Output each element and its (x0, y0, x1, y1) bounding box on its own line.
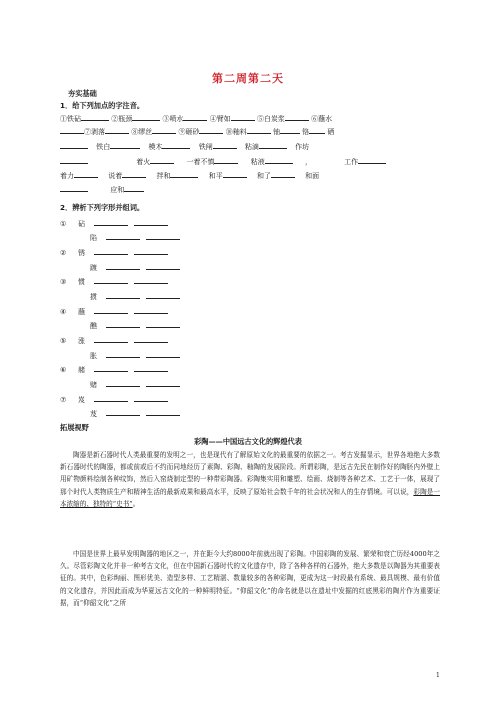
item: ③喷水 (162, 115, 184, 123)
item: ①铁砧 (60, 115, 81, 123)
answer-blank[interactable] (134, 247, 168, 255)
answer-blank[interactable] (60, 156, 88, 164)
answer-blank[interactable] (60, 184, 88, 192)
item: 铬 (302, 128, 310, 136)
answer-blank[interactable] (170, 170, 198, 178)
pair-row: 掼 (60, 291, 180, 301)
answer-blank[interactable] (105, 126, 129, 134)
section-heading-basics: 夯实基础 (68, 89, 97, 98)
pair-row: 陷 (60, 232, 180, 242)
answer-blank[interactable] (150, 156, 174, 164)
answer-blank[interactable] (358, 156, 386, 164)
answer-blank[interactable] (94, 247, 128, 255)
answer-blank[interactable] (94, 394, 128, 402)
pinyin-line-6 (60, 184, 440, 195)
answer-blank[interactable] (106, 291, 140, 299)
answer-blank[interactable] (106, 232, 140, 240)
item: 拌和 (156, 172, 171, 180)
item: ⑩釉料 (225, 128, 247, 136)
answer-blank[interactable] (94, 218, 128, 226)
item: 着火 (136, 158, 151, 166)
answer-blank[interactable] (265, 156, 293, 164)
article-paragraph-2: 中国是世界上最早发明陶器的地区之一，并在距今大约8000年前就出现了彩陶。中国彩陶的发展、繁荣和衰亡历经4000年之久。尽管彩陶文化并非一种考古文化，但在中国新石器时代的文化遗存中，除了各种各样的石器外，绝大多数是以陶器为其重要表征的。其中，色彩绚丽、图形优美、造型多样、工艺精湛、数量较多的各种彩陶，更成为这一时段最有系统、最具规模、最有价值的文化遗存，并因此而成为华夏远古文化的一种鲜明特征。“仰韶文化”的命名就是以在遗址中发掘的红底黑彩的陶片作为重要证据，而“仰韶文化”之所 (60, 550, 440, 607)
answer-blank[interactable] (247, 126, 271, 134)
item: 粘液 (250, 158, 265, 166)
answer-blank[interactable] (183, 113, 207, 121)
item: ⑨砸砂 (178, 128, 200, 136)
item: 模木 (148, 143, 163, 151)
answer-blank[interactable] (132, 113, 160, 121)
answer-blank[interactable] (74, 170, 98, 178)
item: 应和 (110, 186, 125, 194)
answer-blank[interactable] (94, 335, 128, 343)
answer-blank[interactable] (94, 364, 128, 372)
answer-blank[interactable] (259, 141, 287, 149)
section-heading-extension: 拓展视野 (60, 423, 89, 432)
pair-row: ⑤ 涨 (60, 335, 168, 345)
item: 和平 (208, 172, 223, 180)
pair-row: ④ 蘸 (60, 306, 168, 316)
answer-blank[interactable] (106, 350, 140, 358)
item: 工作 (344, 158, 359, 166)
answer-blank[interactable] (152, 126, 176, 134)
answer-blank[interactable] (81, 113, 109, 121)
pair-row: ⑥ 赭 (60, 364, 168, 374)
pinyin-line-4 (60, 156, 440, 167)
answer-blank[interactable] (124, 184, 144, 192)
item: ⑧缪丝 (131, 128, 153, 136)
pair-row: 踱 (60, 262, 180, 272)
item: 硒 (327, 128, 335, 136)
item: 着力 (60, 172, 74, 180)
answer-blank[interactable] (94, 276, 128, 284)
item: 一着不慎 (186, 158, 215, 166)
answer-blank[interactable] (309, 126, 325, 134)
item: 铁白 (96, 143, 111, 151)
answer-blank[interactable] (134, 335, 168, 343)
page-number: 1 (436, 672, 440, 679)
pair-row: 芨 (60, 408, 180, 418)
answer-blank[interactable] (146, 320, 180, 328)
item: 粘滴 (244, 143, 259, 151)
pinyin-line-5 (60, 170, 440, 181)
answer-blank[interactable] (146, 350, 180, 358)
answer-blank[interactable] (106, 262, 140, 270)
question-1-prompt: 1．给下列加点的字注音。 (60, 101, 145, 110)
answer-blank[interactable] (231, 113, 255, 121)
answer-blank[interactable] (134, 218, 168, 226)
item: 和了 (256, 172, 271, 180)
pair-row: ⑦ 岌 (60, 394, 168, 404)
answer-blank[interactable] (214, 156, 238, 164)
article-paragraph-1: 陶器是新石器时代人类最重要的发明之一，也是现代有了解原始文化的最重要的依据之一。考古发掘显示，世界各地绝大多数新石器时代的陶器，都或前或后不约而同地经历了素陶、彩陶、釉陶的发展阶段。所谓彩陶，是远古先民在制作好的陶胚内外壁上用矿物颜料绘制各种纹饰，然后入窑烧制定型的一种带彩陶器。彩陶集实用和雕塑、绘画、烧制等各种艺术、工艺于一体，展现了那个时代人类物质生产和精神生活的最新成果和最高水平，反映了原始社会数千年的社会状况和人的生存情境。可以说，彩陶是一本浓缩的、独特的“史书”。 (60, 451, 441, 508)
item: ⑥蘸水 (311, 115, 333, 123)
answer-blank[interactable] (271, 170, 295, 178)
answer-blank[interactable] (106, 320, 140, 328)
answer-blank[interactable] (60, 126, 84, 134)
article-title: 彩陶——中国远古文化的辉煌代表 (194, 437, 302, 446)
pair-row: 胀 (60, 350, 180, 360)
pair-row: 醮 (60, 320, 180, 330)
item: ⑦剥落 (84, 128, 105, 136)
answer-blank[interactable] (134, 364, 168, 372)
item: ⑤白炭浆 (256, 115, 285, 123)
answer-blank[interactable] (146, 262, 180, 270)
pair-row: ① 砧 (60, 218, 168, 228)
answer-blank[interactable] (106, 408, 140, 416)
answer-blank[interactable] (280, 126, 300, 134)
item: ④臂如 (209, 115, 231, 123)
pair-row: ② 锈 (60, 247, 168, 257)
pinyin-line-3 (60, 141, 440, 152)
pinyin-line-1 (60, 113, 440, 124)
answer-blank[interactable] (94, 306, 128, 314)
answer-blank[interactable] (285, 113, 309, 121)
item: ②瓶颈 (111, 115, 133, 123)
answer-blank[interactable] (106, 379, 140, 387)
page-title: 第二周第二天 (212, 72, 284, 85)
answer-blank[interactable] (122, 170, 146, 178)
pair-row: 赌 (60, 379, 180, 389)
answer-blank[interactable] (223, 170, 247, 178)
answer-blank[interactable] (134, 394, 168, 402)
pinyin-line-2 (60, 126, 440, 137)
item: 作坊 (295, 143, 310, 151)
item: 铁闸 (198, 143, 213, 151)
item: 和面 (305, 172, 320, 180)
answer-blank[interactable] (110, 141, 140, 149)
answer-blank[interactable] (213, 141, 237, 149)
underlined-sentence: 彩陶是一本浓缩的、独特的“史书” (60, 487, 441, 508)
answer-blank[interactable] (162, 141, 190, 149)
answer-blank[interactable] (146, 379, 180, 387)
item: 说着 (108, 172, 123, 180)
item: 铀 (272, 128, 280, 136)
answer-blank[interactable] (146, 291, 180, 299)
answer-blank[interactable] (199, 126, 223, 134)
pair-row: ③ 惯 (60, 276, 168, 286)
answer-blank[interactable] (134, 306, 168, 314)
answer-blank[interactable] (146, 408, 180, 416)
answer-blank[interactable] (134, 276, 168, 284)
answer-blank[interactable] (146, 232, 180, 240)
item: ， (304, 158, 312, 166)
answer-blank[interactable] (60, 141, 88, 149)
question-2-prompt: 2．辨析下列字形并组词。 (60, 203, 145, 212)
